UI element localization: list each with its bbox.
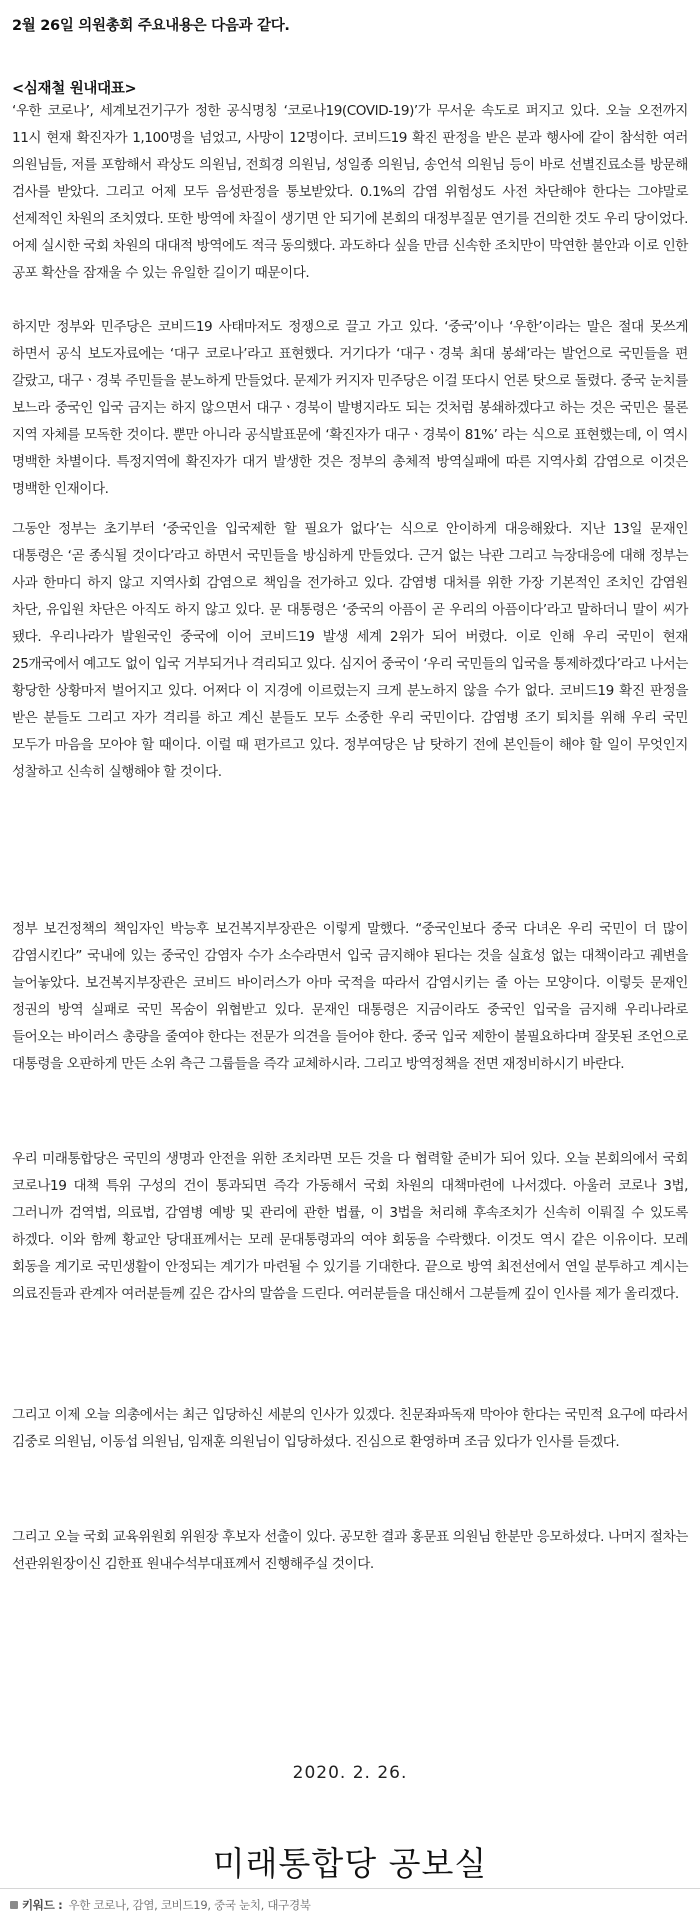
keywords-text[interactable]: 우한 코로나, 감염, 코비드19, 중국 눈치, 대구경북 (68, 1898, 311, 1912)
paragraph-1: ‘우한 코로나’, 세계보건기구가 정한 공식명칭 ‘코로나19(COVID-19)’가 무서운 속도로 퍼지고 있다. 오늘 오전까지 11시 현재 확진자가 1,100명을 넘었고, 사망이 12명이다. 코비드19 확진 판정을 받은 분과 행사에 같이 참석한 여러 의원님들, 저를 포함해서 곽상도 의원님, 전희경 의원님, 성일종 의원님, 송언석 의원님 등이 바로 선별진료소를 방문해 검사를 받았다. 그리고 어제 모두 음성판정을 통보받았다. 0.1%의 감염 위험성도 사전 차단해야 한다는 그야말로 선제적인 차원의 조치였다. 또한 방역에 차질이 생기면 안 되기에 본회의 대정부질문 연기를 건의한 것도 우리 당이었다. 어제 실시한 국회 차원의 대대적 방역에도 적극 동의했다. 과도하다 싶을 만큼 신속한 조치만이 막연한 불안과 이로 인한 공포 확산을 잠재울 수 있는 유일한 길이기 때문이다. (12, 103, 688, 281)
paragraph-7: 그리고 오늘 국회 교육위원회 위원장 후보자 선출이 있다. 공모한 결과 홍문표 의원님 한분만 응모하셨다. 나머지 절차는 선관위원장이신 김한표 원내수석부대표께서 진행해주실 것이다. (12, 1529, 688, 1572)
keywords-bar (0, 1889, 700, 1921)
paragraph-2: 하지만 정부와 민주당은 코비드19 사태마저도 정쟁으로 끌고 가고 있다. ‘중국’이나 ‘우한’이라는 말은 절대 못쓰게 하면서 공식 보도자료에는 ‘대구 코로나’라고 표현했다. 거기다가 ‘대구ㆍ경북 최대 봉쇄’라는 발언으로 국민들을 편 갈랐고, 대구ㆍ경북 주민들을 분노하게 만들었다. 문제가 커지자 민주당은 이걸 또다시 언론 탓으로 돌렸다. 중국 눈치를 보느라 중국인 입국 금지는 하지 않으면서 대구ㆍ경북이 발병지라도 되는 것처럼 봉쇄하겠다고 하는 것은 국민은 물론 지역 자체를 모독한 것이다. 뿐만 아니라 공식발표문에 ‘확진자가 대구ㆍ경북이 81%’ 라는 식으로 표현했는데, 이 역시 명백한 차별이다. 특정지역에 확진자가 대거 발생한 것은 정부의 총체적 방역실패에 따른 지역사회 감염으로 이것은 명백한 인재이다. (12, 319, 688, 497)
release-date: 2020. 2. 26. (292, 1763, 408, 1783)
organization-name: 미래통합당 공보실 (212, 1844, 488, 1883)
paragraph-5: 우리 미래통합당은 국민의 생명과 안전을 위한 조치라면 모든 것을 다 협력할 준비가 되어 있다. 오늘 본회의에서 국회 코로나19 대책 특위 구성의 건이 통과되면 즉각 가동해서 국회 차원의 대책마련에 나서겠다. 아울러 코로나 3법, 그러니까 검역법, 의료법, 감염병 예방 및 관리에 관한 법률, 이 3법을 처리해 후속조치가 신속히 이뤄질 수 있도록 하겠다. 이와 함께 황교안 당대표께서는 모레 문대통령과의 여야 회동을 수락했다. 이것도 역시 같은 이유이다. 모레 회동을 계기로 국민생활이 안정되는 계기가 마련될 수 있기를 기대한다. 끝으로 방역 최전선에서 연일 분투하고 계시는 의료진들과 관계자 여러분들께 깊은 감사의 말씀을 드린다. 여러분들을 대신해서 그분들께 깊이 인사를 제가 올리겠다. (12, 1151, 688, 1302)
headline: 2월 26일 의원총회 주요내용은 다음과 같다. (12, 18, 290, 34)
paragraph-6: 그리고 이제 오늘 의총에서는 최근 입당하신 세분의 인사가 있겠다. 친문좌파독재 막아야 한다는 국민적 요구에 따라서 김중로 의원님, 이동섭 의원님, 임재훈 의원님이 입당하셨다. 진심으로 환영하며 조금 있다가 인사를 듣겠다. (12, 1407, 688, 1450)
keywords-label: 키워드 : (22, 1898, 63, 1912)
paragraph-3: 그동안 정부는 초기부터 ‘중국인을 입국제한 할 필요가 없다’는 식으로 안이하게 대응해왔다. 지난 13일 문재인 대통령은 ‘곧 종식될 것이다’라고 하면서 국민들을 방심하게 만들었다. 근거 없는 낙관 그리고 늑장대응에 대해 정부는 사과 한마디 하지 않고 지역사회 감염으로 책임을 전가하고 있다. 감염병 대처를 위한 가장 기본적인 조치인 감염원 차단, 유입원 차단은 아직도 하지 않고 있다. 문 대통령은 ‘중국의 아픔이 곧 우리의 아픔이다’라고 말하더니 말이 씨가 됐다. 우리나라가 발원국인 중국에 이어 코비드19 발생 세계 2위가 되어 버렸다. 이로 인해 우리 국민이 현재 25개국에서 예고도 없이 입국 거부되거나 격리되고 있다. 심지어 중국이 ‘우리 국민들의 입국을 통제하겠다’라고 나서는 황당한 상황마저 벌어지고 있다. 어쩌다 이 지경에 이르렀는지 크게 분노하지 않을 수가 없다. 코비드19 확진 판정을 받은 분들도 그리고 자가 격리를 하고 계신 분들도 모두 소중한 우리 국민이다. 감염병 조기 퇴치를 위해 우리 국민 모두가 마음을 모아야 할 때이다. 이럴 때 편가르고 있다. 정부여당은 남 탓하기 전에 본인들이 해야 할 일이 무엇인지 성찰하고 신속히 실행해야 할 것이다. (12, 521, 688, 780)
paragraph-4: 정부 보건정책의 책임자인 박능후 보건복지부장관은 이렇게 말했다. “중국인보다 중국 다녀온 우리 국민이 더 많이 감염시킨다” 국내에 있는 중국인 감염자 수가 소수라면서 입국 금지해야 된다는 것을 실효성 없는 대책이라고 궤변을 늘어놓았다. 보건복지부장관은 코비드 바이러스가 아마 국적을 따라서 감염시키는 줄 아는 모양이다. 이렇듯 문재인 정권의 방역 실패로 국민 목숨이 위협받고 있다. 문재인 대통령은 지금이라도 중국인 입국을 금지해 우리나라로 들어오는 바이러스 총량을 줄여야 한다는 전문가 의견을 들어야 한다. 중국 입국 제한이 불필요하다며 잘못된 조언으로 대통령을 오판하게 만든 소위 측근 그룹들을 즉각 교체하시라. 그리고 방역정책을 전면 재정비하시기 바란다. (12, 921, 688, 1072)
keyword-icon (10, 1901, 18, 1909)
speaker-heading: <심재철 원내대표> (12, 81, 137, 97)
